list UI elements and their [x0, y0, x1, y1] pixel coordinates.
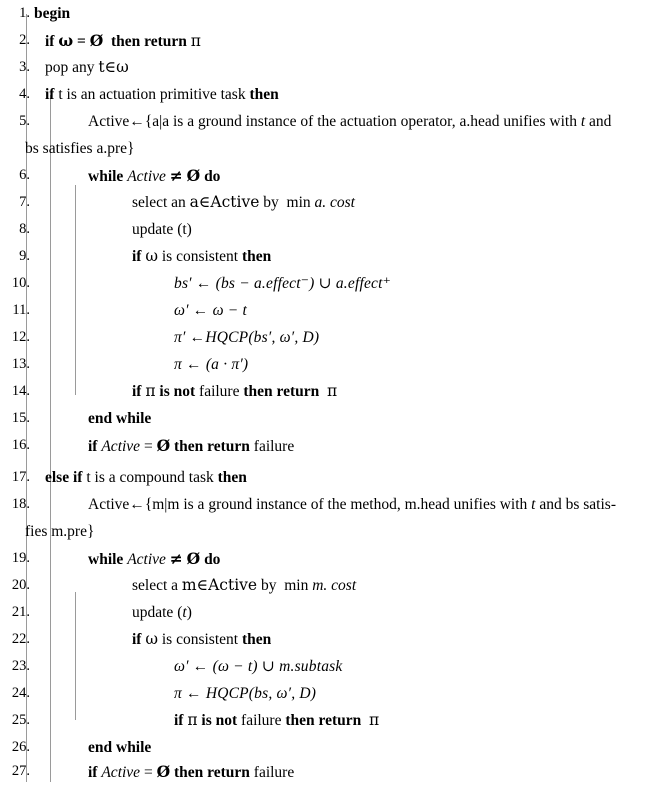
- line-number: 12.: [11, 329, 30, 345]
- symbol-emptyset: Ø: [156, 762, 171, 781]
- code-line-16: [0, 432, 650, 459]
- keyword-end-while: end while: [88, 739, 152, 756]
- operator-not-equal: ≠: [169, 166, 183, 185]
- line-number: 20.: [11, 577, 30, 593]
- code-line-27: [0, 758, 650, 785]
- line-number: 24.: [11, 685, 30, 701]
- text-select-a: select a: [132, 577, 179, 594]
- keyword-then: then: [217, 469, 247, 486]
- keyword-do: do: [204, 551, 221, 568]
- line-number: 16.: [11, 437, 30, 453]
- expr-active-assign: Active←{a|a is a ground instance of the actuation operator, a.head unifies with: [88, 113, 577, 130]
- expr-t-paren: (t): [177, 221, 192, 238]
- line-number: 1.: [19, 5, 30, 21]
- line-number: 15.: [11, 410, 30, 426]
- text-pop-any: pop any: [45, 59, 95, 76]
- line-number: 21.: [11, 604, 30, 620]
- keyword-return: return: [144, 33, 187, 50]
- code-line-23: [0, 653, 650, 680]
- var-active: Active: [101, 764, 141, 781]
- keyword-if: if: [132, 383, 142, 400]
- keyword-if: if: [45, 33, 55, 50]
- keyword-return: return: [207, 438, 250, 455]
- code-line-9: [0, 243, 650, 270]
- keyword-is-not: is not: [159, 383, 196, 400]
- line-7-text: [132, 189, 355, 216]
- line-4-text: [45, 81, 279, 108]
- code-line-1: [0, 0, 650, 27]
- symbol-pi: π: [187, 711, 198, 729]
- symbol-omega: ω: [145, 247, 158, 265]
- code-line-7: [0, 189, 650, 216]
- line-number: 2.: [19, 32, 30, 48]
- var-t: t: [182, 604, 187, 621]
- line-17-text: [45, 464, 247, 491]
- expr-a-cost: a. cost: [314, 194, 355, 211]
- code-line-6: [0, 162, 650, 189]
- line-13-expression: π ← (a · π′): [174, 356, 249, 373]
- line-number: 7.: [19, 194, 30, 210]
- operator-not-equal: ≠: [169, 549, 183, 568]
- code-line-24: [0, 680, 650, 707]
- keyword-return: return: [276, 383, 320, 400]
- line-9-text: [132, 243, 271, 270]
- symbol-emptyset: Ø: [89, 31, 104, 50]
- expr-t-in-omega: t∈ω: [98, 58, 129, 76]
- text-by: by: [263, 194, 279, 211]
- line-number: 18.: [11, 496, 30, 512]
- keyword-else-if: else if: [45, 469, 83, 486]
- line-15-text: [88, 405, 151, 432]
- line-number: 17.: [11, 469, 30, 485]
- keyword-while: while: [88, 168, 124, 185]
- line-number: 4.: [19, 86, 30, 102]
- operator-equals: =: [143, 764, 153, 781]
- line-number: 11.: [12, 302, 30, 318]
- code-line-4: [0, 81, 650, 108]
- keyword-then: then: [110, 33, 141, 50]
- code-line-13: [0, 351, 650, 378]
- keyword-return: return: [207, 764, 250, 781]
- code-line-21: [0, 599, 650, 626]
- line-21-text: update (t): [132, 604, 192, 621]
- line-number: 8.: [19, 221, 30, 237]
- line-number: 27.: [11, 763, 30, 779]
- code-line-2: [0, 27, 650, 54]
- keyword-end-while: end while: [88, 410, 152, 427]
- keyword-then: then: [241, 248, 272, 265]
- line-2-text: [45, 27, 201, 55]
- operator-equals: =: [76, 33, 86, 50]
- keyword-return: return: [318, 712, 362, 729]
- text-by: by: [260, 577, 277, 594]
- line-number: 13.: [11, 356, 30, 372]
- line-number: 5.: [19, 113, 30, 129]
- symbol-pi: π: [327, 382, 338, 400]
- keyword-if: if: [132, 631, 142, 648]
- line-11-expression: ω′ ← ω − t: [174, 302, 248, 319]
- keyword-then: then: [173, 764, 204, 781]
- code-line-22: [0, 626, 650, 653]
- line-number: 14.: [11, 383, 30, 399]
- line-number: 10.: [11, 275, 30, 291]
- line-12-expression: π′ ←HQCP(bs′, ω′, D): [174, 329, 320, 346]
- keyword-if: if: [45, 86, 55, 103]
- line-16-text: [88, 432, 294, 460]
- text-update: update: [132, 604, 174, 621]
- text-failure: failure: [253, 438, 295, 455]
- text-failure: failure: [253, 764, 295, 781]
- code-line-10: [0, 270, 650, 297]
- code-line-19: [0, 545, 650, 572]
- var-active: Active: [127, 168, 166, 185]
- code-line-17: [0, 464, 650, 491]
- line-20-text: [132, 572, 356, 599]
- line-number: 22.: [11, 631, 30, 647]
- keyword-do: do: [204, 168, 221, 185]
- text-select-an: select an: [132, 194, 186, 211]
- symbol-pi: π: [145, 382, 156, 400]
- text-min: min: [284, 577, 309, 594]
- code-line-26: [0, 734, 650, 761]
- line-number: 9.: [19, 248, 30, 264]
- line-8-text: [132, 216, 192, 243]
- line-5-text: [88, 108, 611, 135]
- line-4-condition: t is an actuation primitive task: [58, 86, 246, 103]
- line-3-text: [45, 54, 129, 81]
- code-line-3: [0, 54, 650, 81]
- expr-m-in-active: m∈Active: [181, 576, 258, 594]
- line-14-text: [132, 378, 337, 405]
- code-line-18-continuation: [0, 518, 650, 545]
- keyword-while: while: [88, 551, 124, 568]
- code-line-8: [0, 216, 650, 243]
- text-min: min: [286, 194, 311, 211]
- var-t: t: [580, 113, 586, 130]
- keyword-is-not: is not: [201, 712, 238, 729]
- line-10-expression: bs′ ← (bs − a.effect⁻) ∪ a.effect⁺: [174, 275, 392, 292]
- line-18-tail: and bs satis-: [539, 496, 616, 513]
- line-25-text: [174, 707, 379, 734]
- line-22-text: [132, 626, 271, 653]
- expr-a-in-active: a∈Active: [189, 193, 260, 211]
- symbol-emptyset: Ø: [156, 436, 171, 455]
- line-number: 26.: [11, 739, 30, 755]
- code-line-15: [0, 405, 650, 432]
- symbol-pi: π: [190, 32, 201, 50]
- code-line-5-continuation: [0, 135, 650, 162]
- symbol-omega: ω: [145, 630, 158, 648]
- var-active: Active: [127, 551, 166, 568]
- line-1-text: [34, 0, 70, 27]
- code-line-20: [0, 572, 650, 599]
- text-is-consistent: is consistent: [161, 248, 239, 265]
- keyword-then: then: [249, 86, 279, 103]
- code-line-25: [0, 707, 650, 734]
- text-failure: failure: [199, 383, 240, 400]
- symbol-emptyset: Ø: [186, 166, 201, 185]
- keyword-if: if: [174, 712, 184, 729]
- keyword-if: if: [132, 248, 142, 265]
- symbol-emptyset: Ø: [186, 549, 201, 568]
- keyword-then: then: [241, 631, 272, 648]
- line-number: 19.: [11, 550, 30, 566]
- code-line-11: [0, 297, 650, 324]
- line-number: 23.: [11, 658, 30, 674]
- keyword-then: then: [285, 712, 315, 729]
- code-line-12: [0, 324, 650, 351]
- keyword-if: if: [88, 764, 98, 781]
- code-line-18: [0, 491, 650, 518]
- keyword-begin: begin: [34, 5, 71, 22]
- var-t: t: [531, 496, 536, 513]
- line-17-condition: t is a compound task: [86, 469, 214, 486]
- line-24-expression: π ← HQCP(bs, ω′, D): [174, 685, 317, 702]
- line-6-text: [88, 162, 220, 190]
- keyword-then: then: [243, 383, 273, 400]
- line-18-wrapped-text: fies m.pre}: [25, 523, 95, 540]
- line-5-wrapped-text: bs satisfies a.pre}: [25, 140, 135, 157]
- text-failure: failure: [241, 712, 282, 729]
- expr-active-assign: Active←{m|m is a ground instance of the method, m.head unifies with: [88, 496, 528, 513]
- operator-equals: =: [143, 438, 153, 455]
- line-19-text: [88, 545, 220, 573]
- line-number: 3.: [19, 59, 30, 75]
- keyword-then: then: [173, 438, 204, 455]
- line-number: 6.: [19, 167, 30, 183]
- keyword-if: if: [88, 438, 98, 455]
- var-active: Active: [101, 438, 141, 455]
- expr-m-cost: m. cost: [312, 577, 357, 594]
- line-5-tail: and: [589, 113, 612, 130]
- code-line-5: [0, 108, 650, 135]
- symbol-omega: ω: [58, 31, 74, 50]
- code-line-14: [0, 378, 650, 405]
- text-update: update: [132, 221, 174, 238]
- line-18-text: [88, 491, 616, 518]
- line-number: 25.: [11, 712, 30, 728]
- line-26-text: [88, 734, 151, 761]
- line-23-expression: ω′ ← (ω − t) ∪ m.subtask: [174, 658, 343, 675]
- symbol-pi: π: [369, 711, 380, 729]
- text-is-consistent: is consistent: [161, 631, 239, 648]
